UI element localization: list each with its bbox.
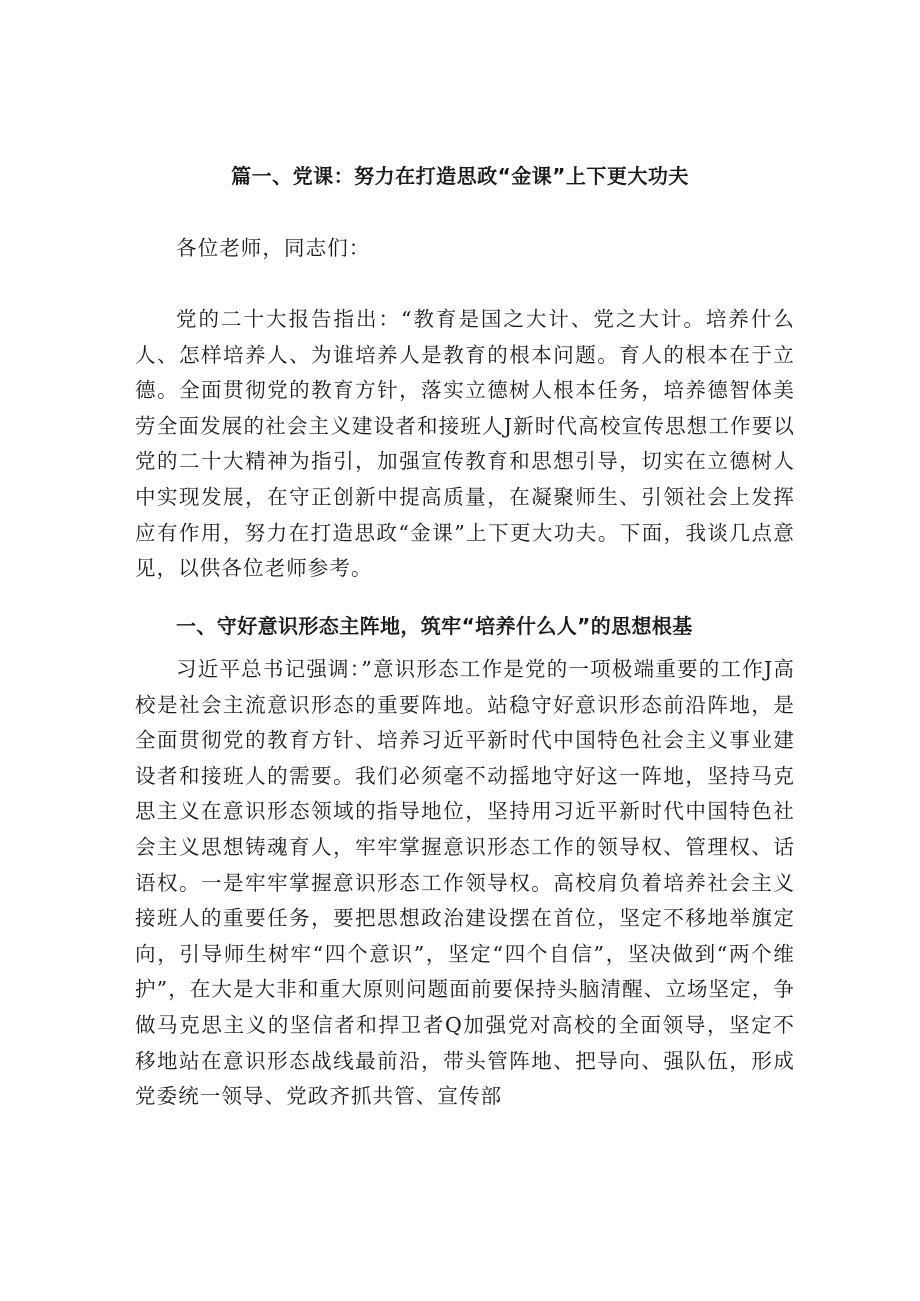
section-heading: 一、守好意识形态主阵地，筑牢“培养什么人”的思想根基 [176, 614, 693, 638]
document-title: 篇一、党课：努力在打造思政“金课”上下更大功夫 [231, 164, 689, 188]
intro-paragraph: 党的二十大报告指出：“教育是国之大计、党之大计。培养什么人、怎样培养人、为谁培养人是教育的根本问题。育人的根本在于立德。全面贯彻党的教育方针，落实立德树人根本任务，培养德智体美劳全面发展的社会主义建设者和接班人J新时代高校宣传思想工作要以党的二十大精神为指引，加强宣传教育和思想引导，切实在立德树人中实现发展，在守正创新中提高质量，在凝聚师生、引领社会上发挥应有作用，努力在打造思政“金课”上下更大功夫。下面，我谈几点意见，以供各位老师参考。 [135, 307, 795, 581]
salutation: 各位老师，同志们： [176, 236, 371, 260]
section-paragraph: 习近平总书记强调：”意识形态工作是党的一项极端重要的工作J高校是社会主流意识形态的重要阵地。站稳守好意识形态前沿阵地，是全面贯彻党的教育方针、培养习近平新时代中国特色社会主义事业建设者和接班人的需要。我们必须毫不动摇地守好这一阵地，坚持马克思主义在意识形态领域的指导地位，坚持用习近平新时代中国特色社会主义思想铸魂育人，牢牢掌握意识形态工作的领导权、管理权、话语权。一是牢牢掌握意识形态工作领导权。高校肩负着培养社会主义接班人的重要任务，要把思想政治建设摆在首位，坚定不移地举旗定向，引导师生树牢“四个意识”，坚定“四个自信”，坚决做到“两个维护”，在大是大非和重大原则问题面前要保持头脑清醒、立场坚定，争做马克思主义的坚信者和捍卫者Q加强党对高校的全面领导，坚定不移地站在意识形态战线最前沿，带头管阵地、把导向、强队伍，形成党委统一领导、党政齐抓共管、宣传部 [135, 657, 795, 1109]
